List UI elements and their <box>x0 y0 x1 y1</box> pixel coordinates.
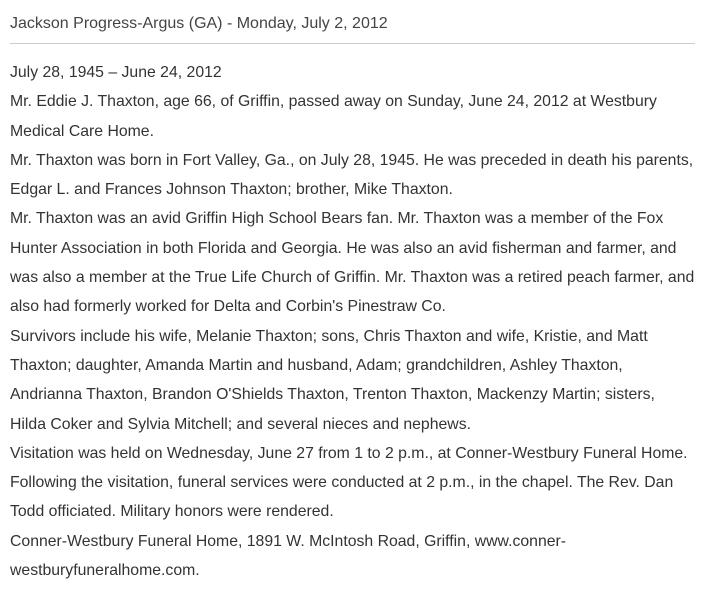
paragraph-funeral-home: Conner-Westbury Funeral Home, 1891 W. McIntosh Road, Griffin, www.conner-westburyfuneralhome.com. <box>10 532 567 580</box>
obituary-body <box>10 58 695 585</box>
header <box>10 0 695 44</box>
obituary-page <box>10 0 695 580</box>
paragraph-death-notice: Mr. Eddie J. Thaxton, age 66, of Griffin, passed away on Sunday, June 24, 2012 at Westbury Medical Care Home. <box>10 93 657 140</box>
paragraph-services: Visitation was held on Wednesday, June 27 from 1 to 2 p.m., at Conner-Westbury Funeral Home. Following the visitation, funeral services were conducted at 2 p.m., in the chapel. The Rev. Dan Todd officiated. Military honors were rendered. <box>10 444 688 521</box>
paragraph-birth-family: Mr. Thaxton was born in Fort Valley, Ga., on July 28, 1945. He was preceded in death his parents, Edgar L. and Frances Johnson Thaxton; brother, Mike Thaxton. <box>10 151 694 199</box>
publication-title: Jackson Progress-Argus (GA) - Monday, July 2, 2012 <box>10 15 388 32</box>
paragraph-interests: Mr. Thaxton was an avid Griffin High School Bears fan. Mr. Thaxton was a member of the Fox Hunter Association in both Florida and Georgia. He was also an avid fisherman and farmer, and was also a member at the True Life Church of Griffin. Mr. Thaxton was a retired peach farmer, and also had formerly worked for Delta and Corbin's Pinestraw Co. <box>10 210 695 316</box>
paragraph-survivors: Survivors include his wife, Melanie Thaxton; sons, Chris Thaxton and wife, Kristie, and Matt Thaxton; daughter, Amanda Martin and husband, Adam; grandchildren, Ashley Thaxton, Andrianna Thaxton, Brandon O'Shields Thaxton, Trenton Thaxton, Mackenzy Martin; sisters, Hilda Coker and Sylvia Mitchell; and several nieces and nephews. <box>10 327 655 433</box>
life-dates: July 28, 1945 – June 24, 2012 <box>10 64 222 81</box>
